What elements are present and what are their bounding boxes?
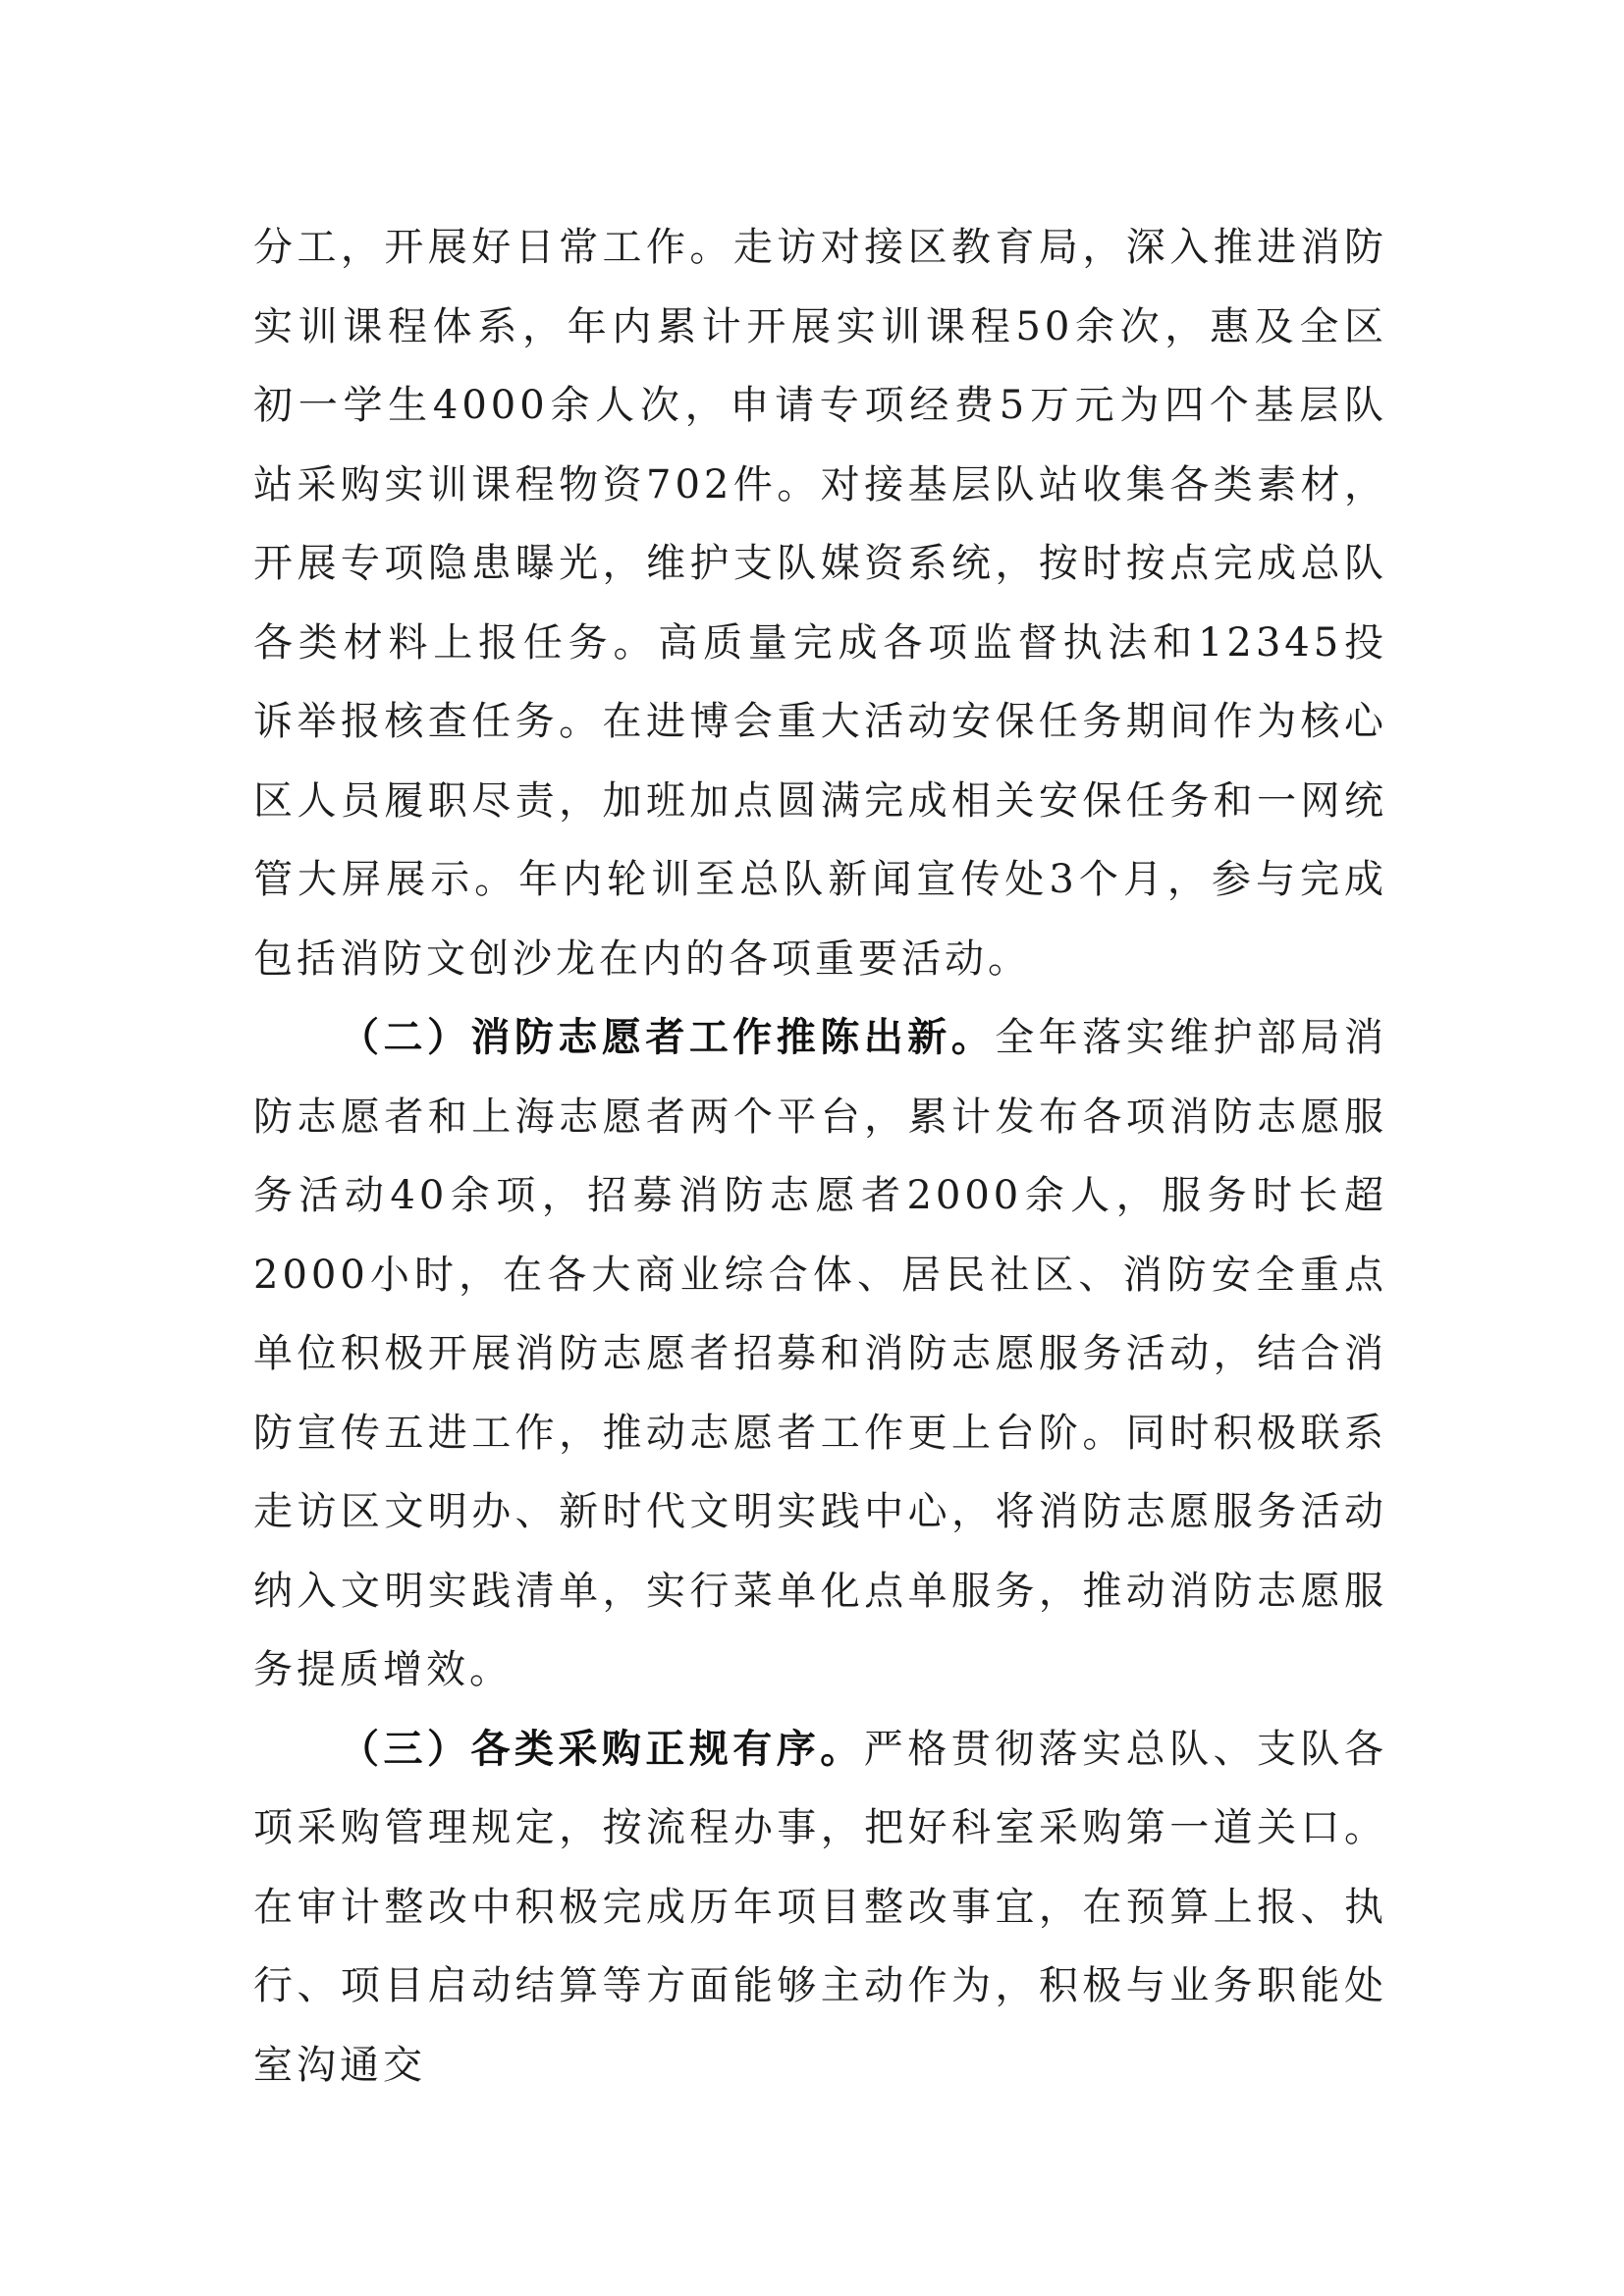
paragraph-text: 严格贯彻落实总队、支队各项采购管理规定，按流程办事，把好科室采购第一道关口。在审计整改中积极完成历年项目整改事宜，在预算上报、执行、项目启动结算等方面能够主动作为，积极与业务职能处室沟通交 (253, 1726, 1388, 2088)
paragraph-text: 分工，开展好日常工作。走访对接区教育局，深入推进消防实训课程体系，年内累计开展实训课程50余次，惠及全区初一学生4000余人次，申请专项经费5万元为四个基层队站采购实训课程物资702件。对接基层队站收集各类素材，开展专项隐患曝光，维护支队媒资系统，按时按点完成总队各类材料上报任务。高质量完成各项监督执法和12345投诉举报核查任务。在进博会重大活动安保任务期间作为核心区人员履职尽责，加班加点圆满完成相关安保任务和一网统管大屏展示。年内轮训至总队新闻宣传处3个月，参与完成包括消防文创沙龙在内的各项重要活动。 (253, 225, 1387, 982)
paragraph-procurement (253, 1710, 1387, 2106)
paragraph-volunteer-work (253, 998, 1387, 1710)
section-heading-2: （二）消防志愿者工作推陈出新。 (340, 1014, 996, 1060)
document-page (253, 208, 1387, 2105)
section-heading-3: （三）各类采购正规有序。 (340, 1725, 864, 1772)
paragraph-text: 全年落实维护部局消防志愿者和上海志愿者两个平台，累计发布各项消防志愿服务活动40余项，招募消防志愿者2000余人，服务时长超2000小时，在各大商业综合体、居民社区、消防安全重点单位积极开展消防志愿者招募和消防志愿服务活动，结合消防宣传五进工作，推动志愿者工作更上台阶。同时积极联系走访区文明办、新时代文明实践中心，将消防志愿服务活动纳入文明实践清单，实行菜单化点单服务，推动消防志愿服务提质增效。 (253, 1015, 1388, 1692)
paragraph-continuation (253, 208, 1387, 998)
